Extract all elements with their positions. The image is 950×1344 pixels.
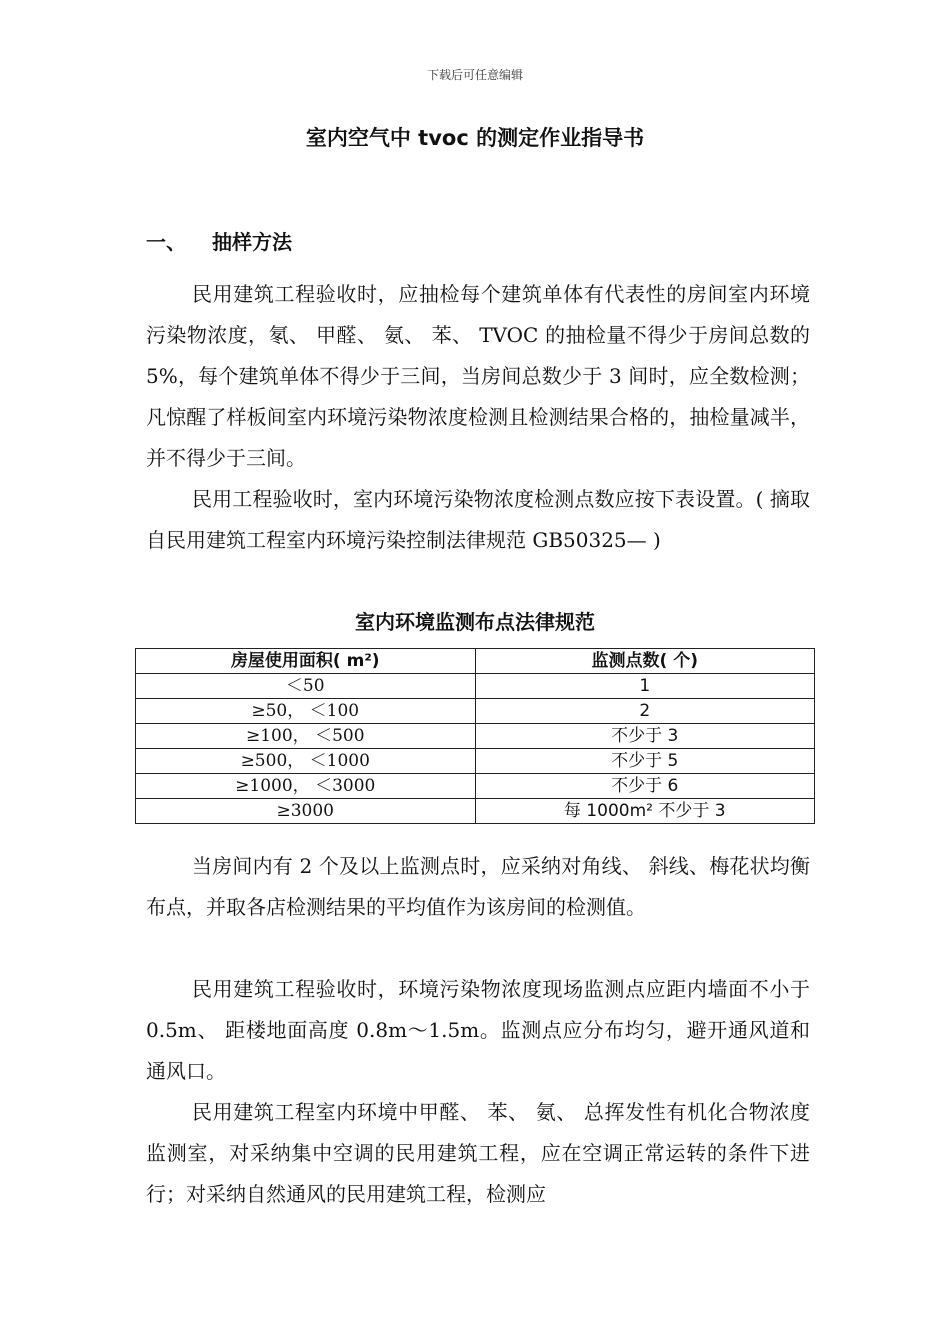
- table-caption: 室内环境监测布点法律规范: [355, 610, 595, 634]
- section-heading-1: [146, 226, 292, 255]
- section-number: 一、: [146, 230, 186, 254]
- monitoring-points-table: [135, 648, 815, 824]
- table-row: [136, 724, 815, 749]
- table-cell-area: ≥50， ＜100: [136, 699, 476, 724]
- paragraph-ventilation-conditions: 民用建筑工程室内环境中甲醛、 苯、 氨、 总挥发性有机化合物浓度监测室，对采纳集中空调的民用建筑工程，应在空调正常运转的条件下进行；对采纳自然通风的民用建筑工程，检测应: [146, 1100, 810, 1206]
- section-title: 抽样方法: [212, 230, 292, 254]
- table-cell-points: 2: [475, 699, 815, 724]
- document-title: 室内空气中 tvoc 的测定作业指导书: [305, 126, 645, 150]
- paragraph-point-distance: 民用建筑工程验收时，环境污染物浓度现场监测点应距内墙面不小于 0.5m、 距楼地面高度 0.8m～1.5m。监测点应分布均匀，避开通风道和通风口。: [146, 977, 810, 1083]
- table-header-row: [136, 649, 815, 674]
- table-row: [136, 799, 815, 824]
- table-row: [136, 749, 815, 774]
- table-cell-area: ≥100， ＜500: [136, 724, 476, 749]
- table-cell-area: ＜50: [136, 674, 476, 699]
- table-cell-points: 不少于 6: [475, 774, 815, 799]
- table-cell-points: 不少于 5: [475, 749, 815, 774]
- table-row: [136, 699, 815, 724]
- table-cell-area: ≥1000， ＜3000: [136, 774, 476, 799]
- paragraph-layout-method: 当房间内有 2 个及以上监测点时，应采纳对角线、 斜线、梅花状均衡布点，并取各店检测结果的平均值作为该房间的检测值。: [146, 854, 810, 919]
- table-row: [136, 674, 815, 699]
- table-cell-area: ≥500， ＜1000: [136, 749, 476, 774]
- paragraph-detection-points: 民用工程验收时，室内环境污染物浓度检测点数应按下表设置。( 摘取自民用建筑工程室内环境污染控制法律规范 GB50325— ): [146, 487, 810, 552]
- table-cell-points: 1: [475, 674, 815, 699]
- table-cell-area: ≥3000: [136, 799, 476, 824]
- table-header-area: 房屋使用面积( m²): [136, 649, 476, 674]
- table-cell-points: 不少于 3: [475, 724, 815, 749]
- paragraph-sampling-quantity: 民用建筑工程验收时，应抽检每个建筑单体有代表性的房间室内环境污染物浓度，氡、 甲醛、 氨、 苯、 TVOC 的抽检量不得少于房间总数的 5%，每个建筑单体不得少于三间，当房间总数少于 3 间时，应全数检测；凡惊醒了样板间室内环境污染物浓度检测且检测结果合格的，抽检量减半，并不得少于三间。: [146, 282, 810, 470]
- table-header-points: 监测点数( 个): [475, 649, 815, 674]
- table-cell-points: 每 1000m² 不少于 3: [475, 799, 815, 824]
- page-header-note: 下载后可任意编辑: [426, 68, 523, 82]
- table-row: [136, 774, 815, 799]
